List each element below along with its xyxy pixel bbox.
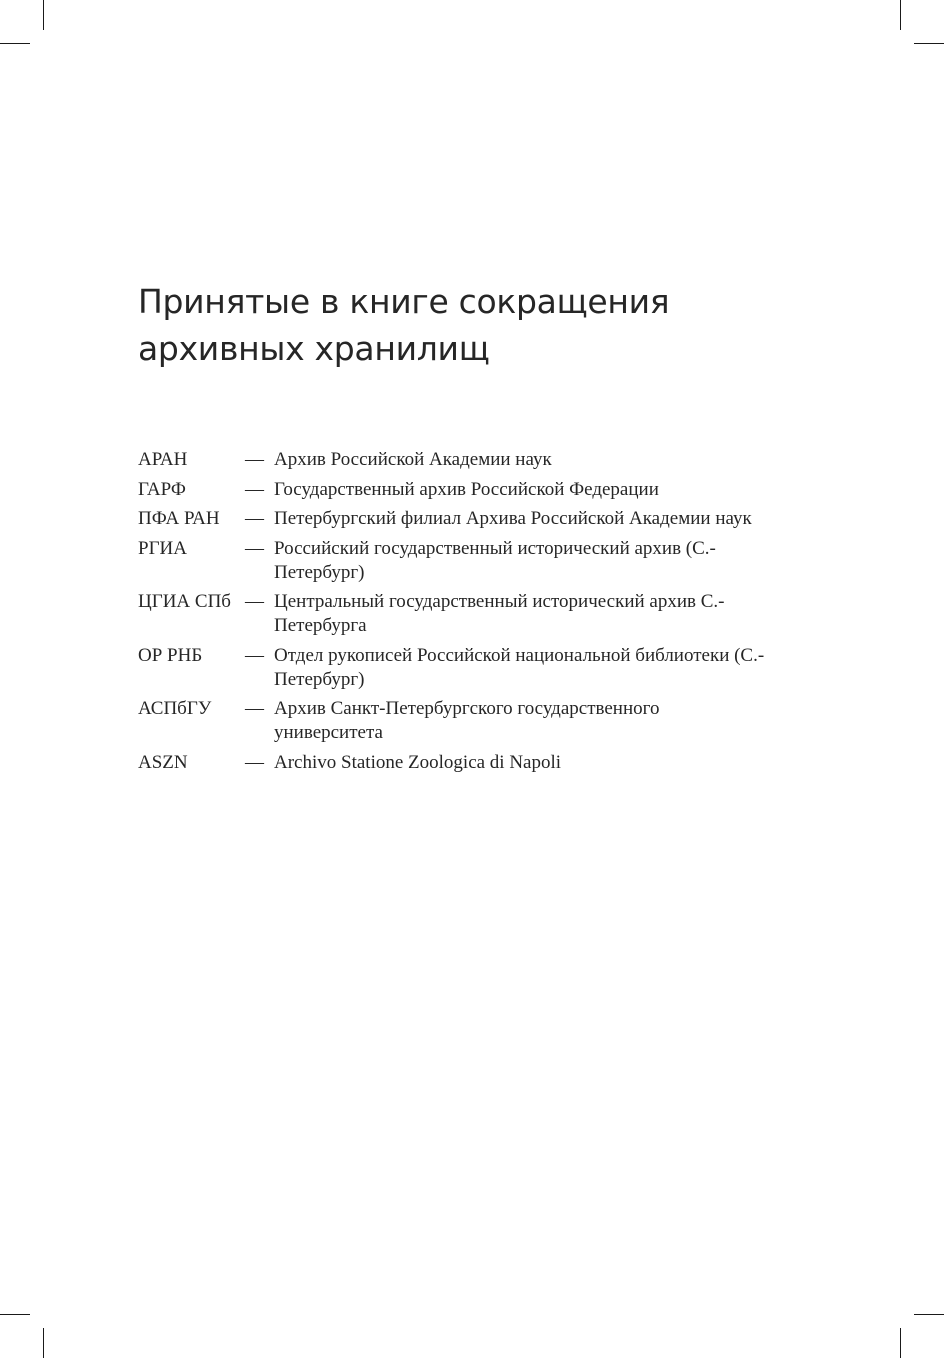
em-dash: — — [245, 478, 264, 500]
abbreviation-entry — [138, 537, 838, 585]
em-dash: — — [245, 449, 264, 470]
abbreviation-description: Архив Российской Академии наук — [274, 449, 552, 470]
abbreviation-description: Петербургский филиал Архива Российской Академии наук — [274, 508, 752, 529]
abbreviation: ПФА РАН — [138, 508, 220, 529]
crop-mark-bottom-right-horizontal — [914, 1314, 944, 1315]
abbreviation-description: Архив Санкт-Петербургского государственного университета — [274, 698, 660, 743]
abbreviation: АРАН — [138, 449, 188, 470]
em-dash: — — [245, 751, 264, 773]
abbreviation-entry — [138, 590, 838, 638]
crop-mark-bottom-left-horizontal — [0, 1314, 30, 1315]
em-dash: — — [245, 508, 264, 529]
crop-mark-top-left-vertical — [43, 0, 44, 30]
abbreviation: ASZN — [138, 751, 188, 773]
em-dash: — — [245, 698, 264, 719]
abbreviation-description: Archivo Statione Zoologica di Napoli — [274, 751, 562, 773]
em-dash: — — [245, 644, 264, 666]
crop-mark-bottom-left-vertical — [43, 1328, 44, 1358]
abbreviation-entry — [138, 478, 838, 502]
abbreviation-entry — [138, 697, 838, 745]
abbreviation-description: Российский государственный исторический архив (С.-Петербург) — [274, 537, 716, 583]
page-title-line-2: архивных хранилищ — [138, 329, 490, 368]
abbreviation-entry — [138, 751, 838, 775]
abbreviation-entry — [138, 507, 838, 531]
page-title-line-1: Принятые в книге сокращения — [138, 282, 670, 321]
abbreviation-entry — [138, 448, 838, 472]
crop-mark-top-right-horizontal — [914, 43, 944, 44]
abbreviation-entry — [138, 644, 838, 692]
crop-mark-top-left-horizontal — [0, 43, 30, 44]
abbreviation-list — [138, 448, 838, 780]
abbreviation-description: Отдел рукописей Российской национальной библиотеки (С.-Петербург) — [274, 644, 765, 690]
abbreviation-description: Государственный архив Российской Федерации — [274, 478, 659, 500]
abbreviation: ОР РНБ — [138, 644, 203, 666]
crop-mark-bottom-right-vertical — [900, 1328, 901, 1358]
abbreviation: РГИА — [138, 537, 187, 559]
em-dash: — — [245, 537, 264, 559]
page-title — [138, 278, 838, 372]
abbreviation: АСПбГУ — [138, 698, 212, 719]
em-dash: — — [245, 591, 264, 612]
abbreviation: ЦГИА СПб — [138, 591, 231, 612]
crop-mark-top-right-vertical — [900, 0, 901, 30]
abbreviation: ГАРФ — [138, 478, 186, 500]
abbreviation-description: Центральный государственный исторический архив С.-Петербурга — [274, 591, 725, 636]
